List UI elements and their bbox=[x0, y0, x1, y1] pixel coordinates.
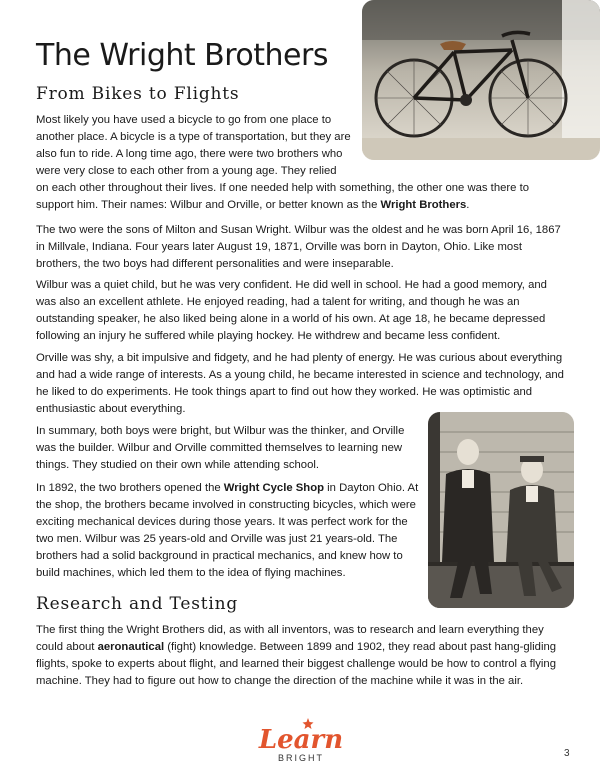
intro-paragraph: on each other throughout their lives. If one needed help with something, the other one was there to support him. Their names: Wilbur and Orville, or better known as the Wright Brothers. bbox=[36, 182, 529, 211]
wright-brothers-photo bbox=[428, 412, 574, 608]
wilbur-paragraph: Wilbur was a quiet child, but he was very confident. He did well in school. He had a good memory, and was also an excellent athlete. He enjoyed reading, had a talent for writing, and though he was an outstanding speaker, he also liked being alone in a world of his own. At age 18, he became depressed following an injury he suffered while playing hockey. He withdrew and became less confident. bbox=[36, 279, 547, 342]
svg-text:Learn: Learn bbox=[258, 725, 344, 755]
summary-paragraph: In summary, both boys were bright, but Wilbur was the thinker, and Orville was the builder. Wilbur and Orville committed themselves to learning new things. They studied on their own while attending school. bbox=[36, 425, 405, 471]
research-paragraph: The first thing the Wright Brothers did, as with all inventors, was to research and learn everything they could about aeronautical (fight) knowledge. Between 1899 and 1902, they read about past hang-gliding flights, spoke to experts about flight, and learned their biggest challenge would be how to control a flying machine. They had to figure out how to change the direction of the machine while it was in the air. bbox=[36, 624, 557, 687]
bicycle-photo bbox=[362, 0, 600, 160]
intro-paragraph-part1: Most likely you have used a bicycle to go from one place to another place. A bicycle is a type of transportation, but they are also fun to ride. A long time ago, there were two brothers who were very close to each other from a young age. They relied bbox=[36, 114, 351, 177]
aeronautical-bold: aeronautical bbox=[97, 641, 165, 653]
parents-paragraph: The two were the sons of Milton and Susan Wright. Wilbur was the oldest and he was born April 16, 1867 in Millvale, Indiana. Four years later August 19, 1871, Orville was born in Dayton, Ohio. Like most brothers, the two boys had different personalities and were inseparable. bbox=[36, 224, 561, 270]
cycle-shop-bold: Wright Cycle Shop bbox=[223, 482, 325, 494]
research-heading: Research and Testing bbox=[36, 594, 239, 614]
svg-text:BRIGHT: BRIGHT bbox=[277, 753, 325, 763]
page-title: The Wright Brothers bbox=[36, 38, 328, 73]
page-number: 3 bbox=[564, 748, 570, 759]
page-subtitle: From Bikes to Flights bbox=[36, 84, 240, 104]
wright-brothers-bold: Wright Brothers bbox=[380, 199, 467, 211]
orville-paragraph: Orville was shy, a bit impulsive and fidgety, and he had plenty of energy. He was curious about everything and had a wide range of interests. As a young child, he became interested in science and technology, and he liked to do experiments. He took things apart to find out how they worked. He was optimistic and enthusiastic about everything. bbox=[36, 352, 564, 415]
learn-bright-logo bbox=[246, 716, 356, 766]
cycle-shop-paragraph: In 1892, the two brothers opened the Wright Cycle Shop in Dayton Ohio. At the shop, the brothers became involved in constructing bicycles, which were exciting mechanical devices during those years. It was perfect work for the two men. Wilbur was 25 years-old and Orville was just 21 years-old. The brothers had a solid background in practical mechanics, and knew how to build machines, which led them to the idea of flying machines. bbox=[36, 482, 419, 579]
